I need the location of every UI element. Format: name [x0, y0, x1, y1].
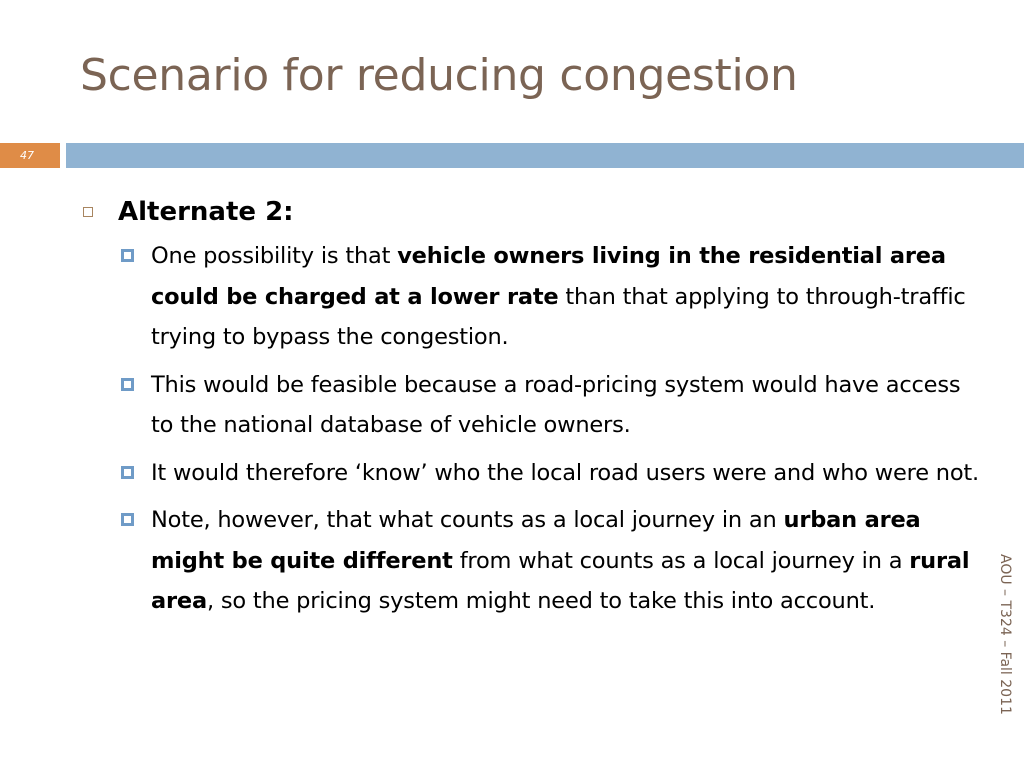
- square-bullet-icon: [121, 513, 134, 526]
- sub-bullet-item: [151, 365, 979, 446]
- slide-number: 47: [0, 143, 60, 168]
- title-divider-bar: [66, 143, 1024, 168]
- bullet-text-bold: rural area: [151, 547, 970, 614]
- square-bullet-icon: [121, 466, 134, 479]
- bullet-text: than that applying to through-traffic trying to bypass the congestion.: [151, 283, 966, 350]
- bullet-text: from what counts as a local journey in a: [452, 547, 910, 574]
- bullet-text: This would be feasible because a road-pricing system would have access to the national database of vehicle owners.: [151, 371, 961, 438]
- sub-bullet-item: [151, 236, 979, 358]
- slide-title: Scenario for reducing congestion: [80, 50, 798, 101]
- bullet-text: It would therefore ‘know’ who the local road users were and who were not.: [151, 459, 979, 486]
- slide-content: [80, 192, 980, 629]
- sub-bullet-item: [151, 500, 979, 622]
- bullet-text: Note, however, that what counts as a local journey in an: [151, 507, 784, 533]
- course-footer-vertical: AOU – T324 – Fall 2011: [997, 554, 1013, 715]
- hollow-square-bullet-icon: [83, 207, 93, 217]
- sub-bullet-list: [80, 236, 979, 622]
- square-bullet-icon: [121, 249, 134, 262]
- bullet-text-bold: vehicle owners living in the residential area could be charged at a lower rate: [151, 243, 946, 310]
- square-bullet-icon: [121, 378, 134, 391]
- bullet-heading-text: Alternate 2:: [118, 197, 294, 227]
- bullet-heading: [80, 192, 980, 232]
- bullet-text: , so the pricing system might need to take this into account.: [206, 588, 876, 614]
- sub-bullet-item: [151, 453, 979, 494]
- bullet-text-bold: urban area might be quite different: [151, 507, 921, 574]
- bullet-text: One possibility is that: [151, 243, 398, 269]
